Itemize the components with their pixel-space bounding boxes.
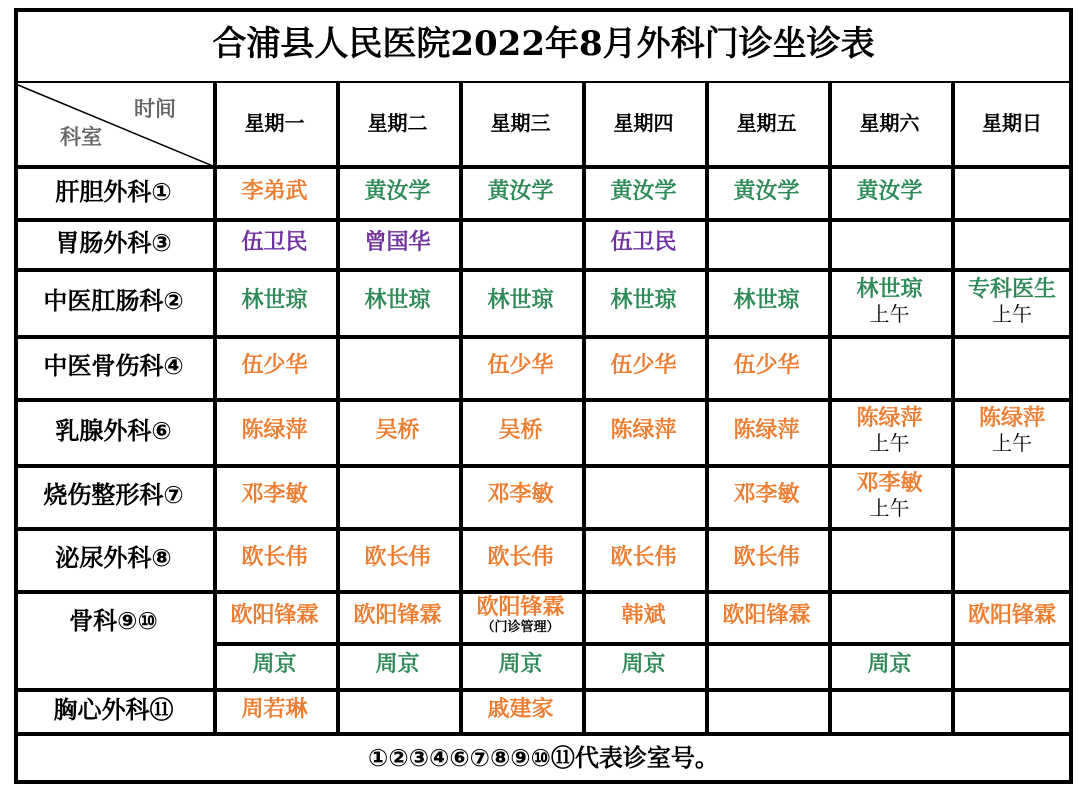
doctor-name: 邓李敏 xyxy=(487,482,554,508)
schedule-cell xyxy=(828,218,951,268)
day-header: 星期六 xyxy=(859,111,920,136)
schedule-cell xyxy=(213,590,336,642)
schedule-cell xyxy=(336,642,459,688)
schedule-cell xyxy=(459,464,582,527)
schedule-cell xyxy=(213,642,336,688)
schedule-cell xyxy=(336,464,459,527)
corner-dept-label: 科室 xyxy=(60,125,102,149)
doctor-name: 欧阳锋霖 xyxy=(476,595,565,621)
department-name: 肝胆外科① xyxy=(55,177,172,206)
department-name: 中医肛肠科② xyxy=(43,287,184,316)
schedule-cell xyxy=(828,464,951,527)
schedule-cell xyxy=(459,688,582,732)
day-header: 星期三 xyxy=(490,111,551,136)
doctor-name: 黄汝学 xyxy=(487,178,554,204)
schedule-cell xyxy=(828,642,951,688)
schedule-cell xyxy=(951,335,1073,398)
schedule-cell xyxy=(213,527,336,590)
doctor-name: 伍卫民 xyxy=(241,229,308,255)
schedule-cell xyxy=(459,335,582,398)
doctor-name: 伍少华 xyxy=(733,353,800,379)
schedule-cell xyxy=(213,218,336,268)
doctor-name: 林世琼 xyxy=(733,288,800,314)
schedule-cell xyxy=(951,166,1073,218)
schedule-cell xyxy=(582,642,705,688)
doctor-name: 欧阳锋霖 xyxy=(230,602,319,628)
footer-note: ①②③④⑥⑦⑧⑨⑩⑪代表诊室号。 xyxy=(368,743,719,772)
schedule-cell xyxy=(828,268,951,335)
doctor-name: 欧长伟 xyxy=(733,545,800,571)
doctor-name: 黄汝学 xyxy=(364,178,431,204)
doctor-name: 周若琳 xyxy=(241,696,308,722)
doctor-name: 戚建家 xyxy=(487,696,554,722)
schedule-cell xyxy=(828,166,951,218)
schedule-cell xyxy=(459,218,582,268)
doctor-name: 邓李敏 xyxy=(733,482,800,508)
schedule-cell xyxy=(213,335,336,398)
schedule-cell xyxy=(705,335,828,398)
doctor-name: 专科医生 xyxy=(967,276,1056,302)
doctor-name: 林世琼 xyxy=(856,276,923,302)
session-label: 上午 xyxy=(869,301,910,326)
day-header: 星期五 xyxy=(736,111,797,136)
schedule-cell xyxy=(705,464,828,527)
department-name: 胸心外科⑪ xyxy=(53,695,174,724)
doctor-name: 伍少华 xyxy=(610,353,677,379)
schedule-cell xyxy=(459,398,582,464)
doctor-name: 林世琼 xyxy=(241,288,308,314)
corner-time-label: 时间 xyxy=(134,97,176,121)
doctor-name: 欧阳锋霖 xyxy=(353,602,442,628)
doctor-name: 周京 xyxy=(252,651,297,677)
schedule-cell xyxy=(582,527,705,590)
schedule-cell xyxy=(459,527,582,590)
session-label: 上午 xyxy=(869,495,910,520)
doctor-name: 邓李敏 xyxy=(856,470,923,496)
page-title: 合浦县人民医院2022年8月外科门诊坐诊表 xyxy=(212,24,875,65)
schedule-cell xyxy=(336,218,459,268)
doctor-name: 林世琼 xyxy=(364,288,431,314)
schedule-cell xyxy=(582,688,705,732)
day-header: 星期四 xyxy=(613,111,674,136)
schedule-cell xyxy=(951,527,1073,590)
department-name: 泌尿外科⑧ xyxy=(55,544,172,573)
department-name: 中医骨伤科④ xyxy=(43,352,184,381)
schedule-cell xyxy=(951,268,1073,335)
schedule-cell xyxy=(213,268,336,335)
schedule-cell xyxy=(705,642,828,688)
doctor-name: 黄汝学 xyxy=(856,178,923,204)
doctor-name: 林世琼 xyxy=(487,288,554,314)
doctor-name: 周京 xyxy=(498,651,543,677)
schedule-cell xyxy=(705,166,828,218)
schedule-cell xyxy=(582,590,705,642)
doctor-name: 黄汝学 xyxy=(733,178,800,204)
schedule-cell xyxy=(336,268,459,335)
schedule-cell xyxy=(459,268,582,335)
schedule-cell xyxy=(582,335,705,398)
schedule-cell xyxy=(213,166,336,218)
schedule-cell xyxy=(951,218,1073,268)
schedule-cell xyxy=(582,218,705,268)
schedule-cell xyxy=(951,464,1073,527)
schedule-cell xyxy=(336,688,459,732)
schedule-cell xyxy=(336,166,459,218)
schedule-cell xyxy=(705,398,828,464)
doctor-name: 欧长伟 xyxy=(487,545,554,571)
department-name: 胃肠外科③ xyxy=(55,228,172,257)
schedule-cell xyxy=(705,688,828,732)
doctor-name: 黄汝学 xyxy=(610,178,677,204)
schedule-cell xyxy=(582,268,705,335)
doctor-name: 陈绿萍 xyxy=(241,417,308,443)
doctor-name: 陈绿萍 xyxy=(978,406,1045,432)
schedule-cell xyxy=(459,166,582,218)
schedule-cell xyxy=(705,527,828,590)
schedule-cell xyxy=(951,398,1073,464)
schedule-cell xyxy=(828,688,951,732)
schedule-cell xyxy=(213,398,336,464)
doctor-name: 陈绿萍 xyxy=(733,417,800,443)
schedule-cell xyxy=(213,688,336,732)
doctor-name: 吴桥 xyxy=(498,417,543,443)
schedule-cell xyxy=(336,398,459,464)
cell-note: （门诊管理） xyxy=(481,620,560,636)
doctor-name: 欧长伟 xyxy=(364,545,431,571)
schedule-cell xyxy=(828,590,951,642)
schedule-cell xyxy=(705,268,828,335)
doctor-name: 曾国华 xyxy=(364,229,431,255)
doctor-name: 李弟武 xyxy=(241,178,308,204)
schedule-cell xyxy=(705,590,828,642)
doctor-name: 欧阳锋霖 xyxy=(722,602,811,628)
schedule-cell xyxy=(828,527,951,590)
schedule-cell xyxy=(336,335,459,398)
doctor-name: 韩斌 xyxy=(621,602,666,628)
department-name: 乳腺外科⑥ xyxy=(55,416,172,445)
schedule-cell xyxy=(951,642,1073,688)
doctor-name: 周京 xyxy=(621,651,666,677)
schedule-cell xyxy=(705,218,828,268)
doctor-name: 周京 xyxy=(375,651,420,677)
schedule-cell xyxy=(582,464,705,527)
session-label: 上午 xyxy=(992,301,1032,326)
doctor-name: 欧长伟 xyxy=(610,545,677,571)
schedule-cell xyxy=(582,398,705,464)
schedule-cell xyxy=(459,642,582,688)
session-label: 上午 xyxy=(869,431,910,456)
doctor-name: 吴桥 xyxy=(375,417,420,443)
doctor-name: 陈绿萍 xyxy=(856,406,923,432)
doctor-name: 欧长伟 xyxy=(241,545,308,571)
doctor-name: 伍卫民 xyxy=(610,229,677,255)
schedule-cell xyxy=(828,398,951,464)
day-header: 星期日 xyxy=(982,111,1042,136)
doctor-name: 陈绿萍 xyxy=(610,417,677,443)
schedule-cell xyxy=(336,590,459,642)
day-header: 星期二 xyxy=(367,111,428,136)
doctor-name: 欧阳锋霖 xyxy=(967,602,1056,628)
schedule-cell xyxy=(951,688,1073,732)
doctor-name: 林世琼 xyxy=(610,288,677,314)
schedule-cell xyxy=(582,166,705,218)
schedule-cell xyxy=(951,590,1073,642)
schedule-cell xyxy=(336,527,459,590)
doctor-name: 邓李敏 xyxy=(241,482,308,508)
doctor-name: 周京 xyxy=(867,651,912,677)
day-header: 星期一 xyxy=(244,111,305,136)
schedule-cell xyxy=(459,590,582,642)
doctor-name: 伍少华 xyxy=(487,353,554,379)
department-name: 骨科⑨⑩ xyxy=(69,607,158,635)
schedule-cell xyxy=(213,464,336,527)
doctor-name: 伍少华 xyxy=(241,353,308,379)
schedule-cell xyxy=(828,335,951,398)
department-name: 烧伤整形科⑦ xyxy=(43,481,184,510)
corner-diagonal xyxy=(14,81,213,166)
session-label: 上午 xyxy=(992,431,1032,456)
